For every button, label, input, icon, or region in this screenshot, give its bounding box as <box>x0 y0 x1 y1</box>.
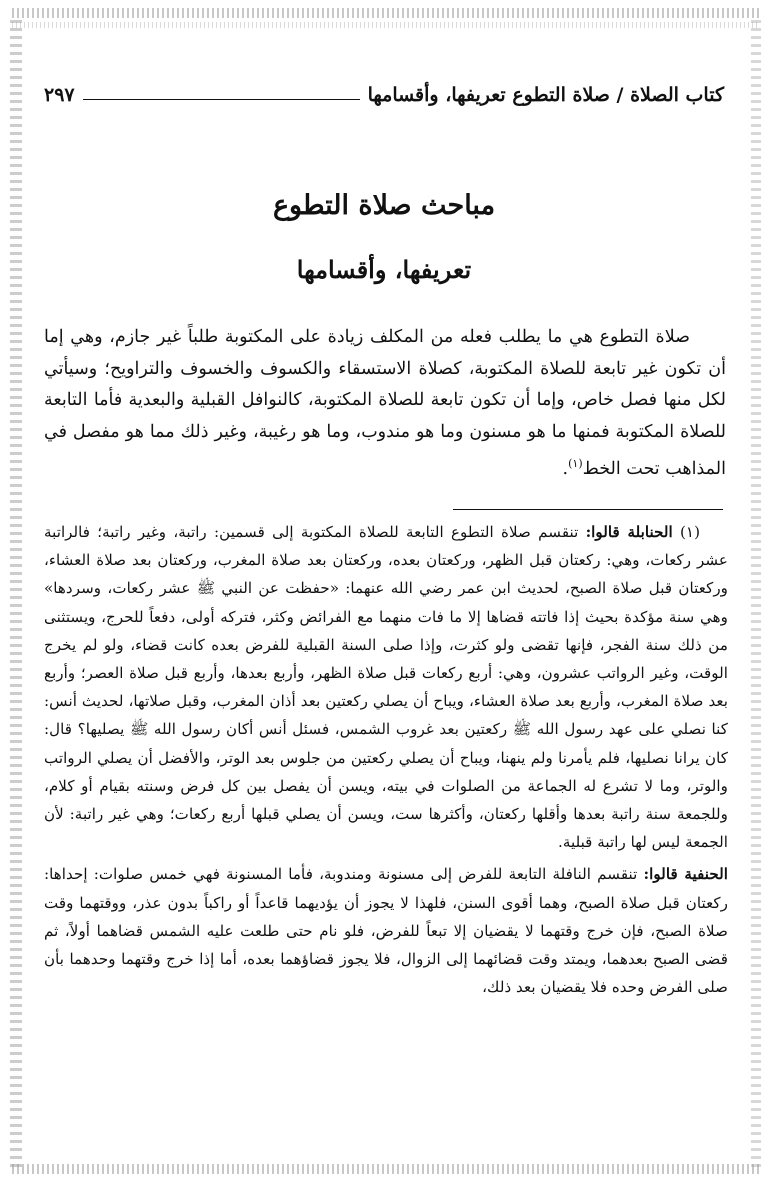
ornamental-border-bottom <box>12 1164 759 1174</box>
section-title: مباحث صلاة التطوع <box>272 190 496 221</box>
footnotes <box>44 518 728 1005</box>
page-number: ٢٩٧ <box>44 84 75 106</box>
body-paragraph-text: صلاة التطوع هي ما يطلب فعله من المكلف زيادة على المكتوبة طلباً غير جازم، وهي إما أن تكون غير تابعة للصلاة المكتوبة، كصلاة الاستسقاء والكسوف والخسوف والتراويح؛ وسيأتي لكل منها فصل خاص، وإما أن تكون تابعة للصلاة المكتوبة، كالنوافل القبلية والبعدية فأما التابعة للصلاة المكتوبة فمنها ما هو مسنون وما هو مندوب، وما هو رغيبة، وغير ذلك مما هو مفصل في المذاهب تحت الخط <box>44 327 726 479</box>
footnote-label-hanbali: الحنابلة قالوا: <box>585 523 673 541</box>
running-header-title: كتاب الصلاة / صلاة التطوع تعريفها، وأقسامها <box>367 84 724 106</box>
body-end-punct: . <box>562 458 569 479</box>
footnote-hanbali <box>44 518 728 856</box>
section-subtitle: تعريفها، وأقسامها <box>296 255 472 284</box>
main-body <box>44 322 726 485</box>
ornamental-border-top <box>12 8 759 18</box>
footnote-text-hanafi: تنقسم النافلة التابعة للفرض إلى مسنونة ومندوبة، فأما المسنونة فهي خمس صلوات: إحداها: ركعتان قبل صلاة الصبح، وهما أقوى السنن، فلهذا لا يجوز أن يؤديهما قاعداً أو راكباً بدون عذر، ووقتهما وقت صلاة الصبح، فإن خرج وقتهما لا يقضيان إلا تبعاً للفرض، فلو نام حتى طلعت عليه الشمس قضاهما أولاً، ثم قضى الصبح بعدهما، ويمتد وقت قضائهما إلى الزوال، فلا يجوز قضاؤهما بعده، أما إذا خرج وقتهما وحدهما بأن صلى الفرض وحده فلا يقضيان بعد ذلك، <box>44 865 728 997</box>
header-rule <box>83 99 360 100</box>
running-header <box>44 80 724 110</box>
ornamental-border-right <box>751 20 761 1170</box>
footnote-separator <box>453 509 723 510</box>
footnote-hanafi <box>44 860 728 1001</box>
ornamental-border-top-inner <box>12 22 759 28</box>
footnote-label-hanafi: الحنفية قالوا: <box>643 865 728 884</box>
footnote-number: (١) <box>679 523 701 541</box>
footnote-text-hanbali: تنقسم صلاة التطوع التابعة للصلاة المكتوبة إلى قسمين: راتبة، وغير راتبة؛ فالراتبة عشر ركعات، وهي: ركعتان قبل الظهر، وركعتان بعده، وركعتان بعد صلاة المغرب، وركعتان بعد صلاة العشاء، وركعتان قبل صلاة الصبح، لحديث ابن عمر رضي الله عنهما: «حفظت عن النبي ﷺ عشر ركعات، وسردها» وهي سنة مؤكدة بحيث إذا فاتته قضاها إلا ما فات منهما مع الفرائض وكثر، فتركه أولى، دفعاً للحرج، ويستثنى من ذلك سنة الفجر، فإنها تقضى ولو كثرت، وإذا صلى السنة القبلية للفرض بعده كانت قضاء، ولو لم يخرج الوقت، وغير الرواتب عشرون، وهي: أربع ركعات قبل صلاة الظهر، وأربع بعدها، وأربع قبل صلاة العصر؛ وأربع بعد صلاة المغرب، وأربع بعد صلاة العشاء، ويباح أن يصلي ركعتين بعد أذان المغرب، وقبل صلاتها، لحديث أنس: كنا نصلي على عهد رسول الله ﷺ ركعتين بعد غروب الشمس، فسئل أنس أكان رسول الله ﷺ يصليها؟ قال: كان يرانا نصليها، فلم يأمرنا ولم ينهنا، ويباح أن يصلي ركعتين من جلوس بعد الوتر، والأفضل أن يصلي الرواتب والوتر، وما لا تشرع له الجماعة من الصلوات في بيته، ويسن أن يفصل بين كل فرض وسنته بقيام أو كلام، وللجمعة سنة راتبة بعدها وأقلها ركعتان، وأكثرها ست، ويسن أن يصلي قبلها أربع ركعات؛ وهي غير راتبة: لأن الجمعة ليس لها راتبة قبلية. <box>44 523 728 852</box>
body-paragraph <box>44 322 726 485</box>
footnote-reference[interactable]: (١) <box>568 457 583 470</box>
ornamental-border-left <box>10 20 22 1170</box>
